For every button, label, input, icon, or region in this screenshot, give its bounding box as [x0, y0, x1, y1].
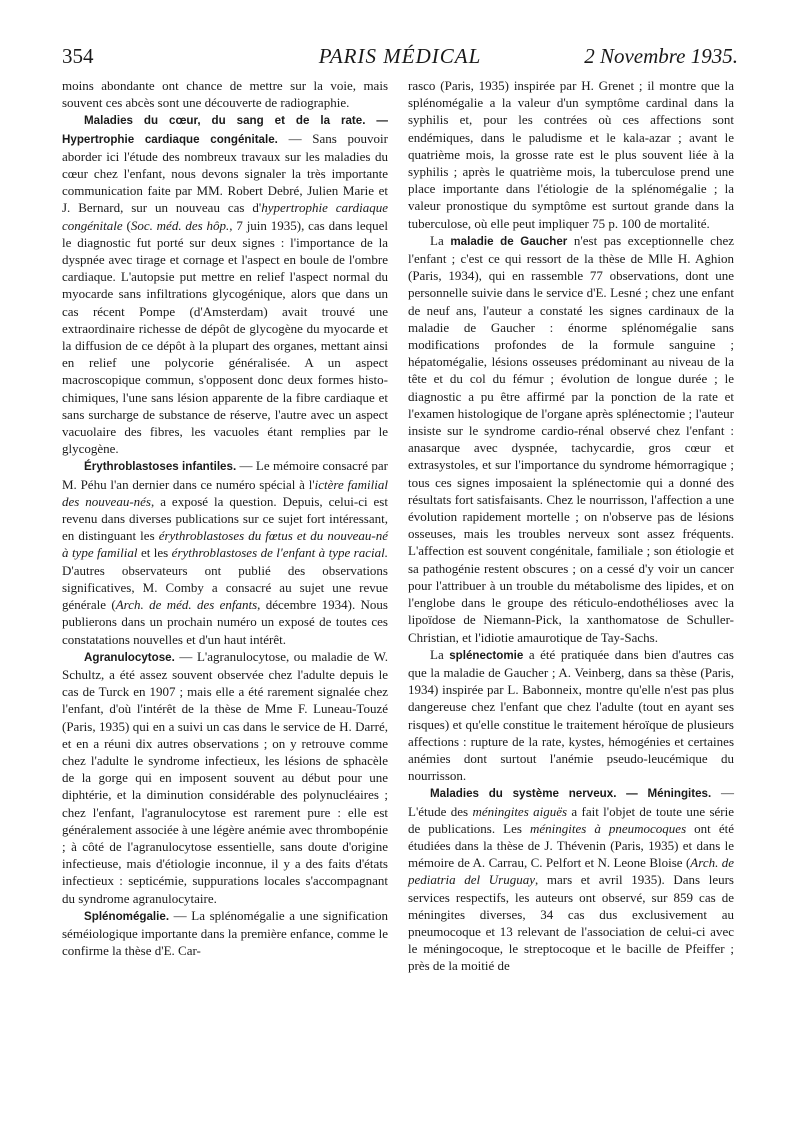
paragraph-splenomegalie: Splénomégalie. — La splénomégalie a une signification séméiologique importante dans la première enfance, comme le confirme la thèse d'E. Car- [62, 907, 388, 959]
journal-title: PARIS MÉDICAL [318, 44, 482, 68]
paragraph-erythroblastoses: Érythroblastoses infantiles. — Le mémoire consacré par M. Péhu l'an dernier dans ce numéro spécial à l'ictère familial des nouveau-nés, a exposé la question. Depuis, celui-ci est revenu dans diverses publications sur ce sujet fort intéressant, en distinguant les érythroblastoses du fœtus et du nouveau-né à type familial et les érythroblastoses de l'enfant à type racial. D'autres observateurs ont publié des observations significatives, M. Comby a consacré au sujet une revue générale (Arch. de méd. des enfants, décembre 1934). Nous publierons dans un prochain numéro un exposé de toutes ces constatations nouvelles et d'un haut intérêt. [62, 458, 388, 647]
section-heading-gaucher: maladie de Gaucher [450, 234, 568, 248]
paragraph-agranulocytose: Agranulocytose. — L'agranulocytose, ou maladie de W. Schultz, a été assez souvent observée chez l'adulte depuis le cas de Turck en 1907 ; mais elle a été rarement signalée chez l'enfant, d'où l'intérêt de la thèse de Mme F. Luneau-Touzé (Paris, 1935) qui en a suivi un cas dans le service de H. Darré, et en a réuni dix autres observations ; on y retrouve comme chez l'adulte le syndrome infectieux, les lésions de sphacèle de la gorge qui en imposent souvent au début pour une diphtérie, et la diminution considérable des polynucléaires ; chez l'enfant, l'agranulocytose est rarement pure : elle est généralement associée à une légère anémie avec thrombopénie ; à côté de l'agranulocytose essentielle, sans doute d'origine infectieuse, mais d'étiologie inconnue, il y a des faits d'états infectieux : septicémie, suppurations locales s'accompagnant du syndrome agranulocytaire. [62, 648, 388, 906]
paragraph-meningites: Maladies du système nerveux. — Méningites. — L'étude des méningites aiguës a fait l'objet de toute une série de publications. Les méningites à pneumocoques ont été étudiées dans la thèse de J. Thévenin (Paris, 1935) et dans le mémoire de A. Carrau, C. Pelfort et N. Leone Bloise (Arch. de pediatria del Uruguay, mars et avril 1935). Dans leurs services respectifs, les auteurs ont observé, sur 859 cas de méningites diverses, 34 cas dus exclusivement au pneumocoque et 13 relevant de l'association de celui-ci avec le méningocoque, le streptocoque et le bacille de Pfeiffer ; près de la moitié de [408, 785, 735, 974]
paragraph-abces-continuation: moins abondante ont chance de mettre sur la voie, mais souvent ces abcès sont une découverte de radiographie. [62, 78, 388, 111]
section-heading-splenomegalie: Splénomégalie. [84, 909, 170, 923]
section-heading-coeur: Maladies du cœur, du sang et de la rate. — Hypertrophie cardiaque congénitale. [62, 114, 388, 146]
page-number: 354 [62, 44, 94, 68]
section-heading-erythroblastoses: Érythroblastoses infantiles. [84, 460, 237, 474]
section-heading-splenectomie: splénectomie [449, 648, 524, 662]
issue-date: 2 Novembre 1935. [584, 44, 738, 68]
paragraph-gaucher: La maladie de Gaucher n'est pas exceptionnelle chez l'enfant ; c'est ce qui ressort de la thèse de Mlle H. Aghion (Paris, 1934), qui en rassemble 77 observations, dont une personnelle suivie dans le service d'E. Lesné ; chez une enfant de neuf ans, l'auteur a constaté les signes cardinaux de la maladie de Gaucher : énorme splénomégalie sans modifications profondes de la formule sanguine ; hépatomégalie, lésions osseuses prédominant au niveau de la tête et du col du fémur ; évolution de longue durée ; le diagnostic a pu être affirmé par la ponction de la rate et l'examen histologique de l'organe après splénectomie ; l'auteur insiste sur le syndrome cardio-rénal observé chez l'enfant : anasarque avec dyspnée, tachycardie, gros cœur et extrasystoles, et sur l'importance du syndrome hémorragique ; tous ces signes imposaient la splénectomie qui a donné des résultats fort satisfaisants. Chez le nourrisson, l'affection a une évolution rapidement mortelle ; on n'observe pas de lésions osseuses, mais les troubles nerveux sont assez fréquents. L'affection est souvent congénitale, familiale ; son étiologie et sa pathogénie restent obscures ; on a cessé d'y voir un cancer pour l'attribuer à un trouble du métabolisme des lipides, et on l'englobe dans le groupe des réticulo-endothélioses avec la lipoïdose de Niemann-Pick, la xanthomatose de Schuller-Christian, et l'idiotie amaurotique de Tay-Sachs. [408, 232, 734, 645]
paragraph-hypertrophie: Maladies du cœur, du sang et de la rate. — Hypertrophie cardiaque congénitale. — Sans pouvoir aborder ici l'étude des nombreux travaux sur les maladies du cœur chez l'enfant, nous devons signaler la très importante communication faite par MM. Robert Debré, Julien Marie et J. Bernard, sur un nouveau cas d'hypertrophie cardiaque congénitale (Soc. méd. des hôp., 7 juin 1935), cas dans lequel le diagnostic fut porté sur deux signes : l'importance de la dyspnée avec tirage et cornage et l'aspect en boule de l'ombre cardiaque. L'autopsie put mettre en relief l'aspect normal du myocarde sans infiltrations glycogénique, alors que dans un cas récent Pompe (d'Amsterdam) avait trouvé une extraordinaire richesse de dépôt de glycogène du myocarde et la diffusion de ce dépôt à la plupart des organes, mettant ainsi en relief une polycorie généralisée. A un aspect macroscopique commun, s'opposent donc deux formes histo-chimiques, l'une sans lésion apparente de la fibre cardiaque et sans surcharge de substance de réserve, l'autre avec un aspect vacuolaire des fibres, les vacuoles étant remplies par le glycogène. [62, 114, 388, 457]
paragraph-splenectomie: La splénectomie a été pratiquée dans bien d'autres cas que la maladie de Gaucher ; A. Veinberg, dans sa thèse (Paris, 1934) inspirée par L. Babonneix, montre qu'elle n'est pas plus dangereuse chez l'enfant que chez l'adulte (tout en ayant ses risques) et qu'elle constitue le traitement héroïque de plusieurs affections : rupture de la rate, kystes, hémogénies et certaines anémies dont surtout l'anémie pseudo-leucémique du nourrisson. [408, 646, 734, 784]
right-column [408, 77, 734, 975]
page-header [62, 44, 738, 74]
section-heading-systeme-nerveux: Maladies du système nerveux. — Méningites. [430, 787, 712, 801]
section-heading-agranulocytose: Agranulocytose. [84, 650, 175, 664]
paragraph-splenomegalie-continuation: rasco (Paris, 1935) inspirée par H. Grenet ; il montre que la splénomégalie a la valeur d'un symptôme cardinal dans la syphilis et, pour les contrées où ces affections sont endémiques, dans le paludisme et le kala-azar ; avant le quatrième mois, la grosse rate est le plus souvent liée à la syphilis ; après le quatrième mois, la tuberculose prend une place importante dans l'étiologie de la splénomégalie ; la valeur pronostique du symptôme est surtout grande dans la tuberculose, où elle peut impliquer 75 p. 100 de mortalité. [408, 78, 734, 231]
left-column [62, 77, 388, 959]
